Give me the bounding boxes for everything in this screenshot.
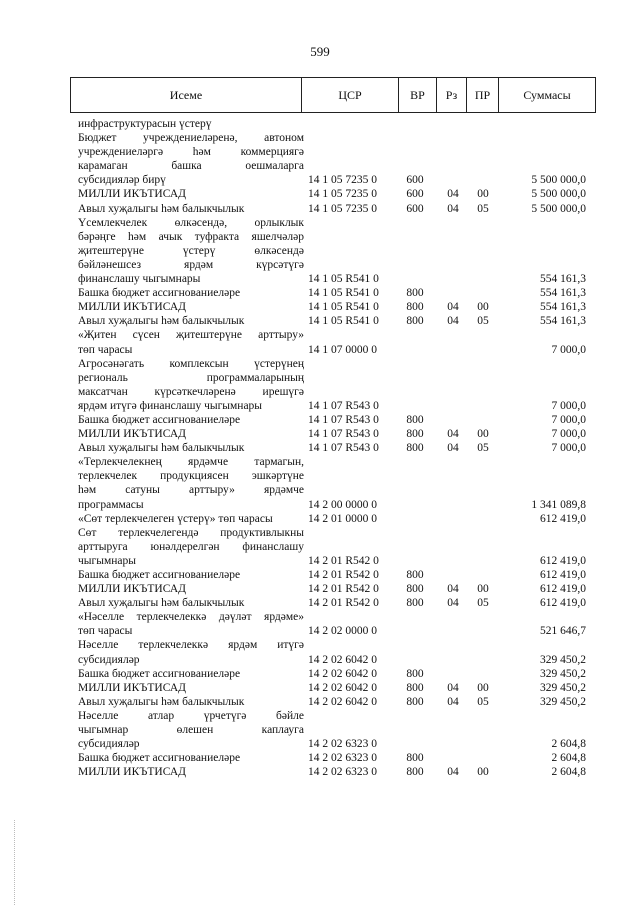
row-pr: 05: [477, 315, 489, 328]
row-sum: 7 000,0: [551, 428, 586, 441]
row-name-line: җитештерүне үстерү өлкәсендә: [78, 244, 304, 257]
row-rz: 04: [447, 442, 459, 455]
row-name-line: Башка бюджет ассигнованиеләре: [78, 667, 241, 680]
table-row: [78, 695, 598, 709]
row-csr: 14 2 02 0000 0: [308, 625, 377, 638]
table-row: [78, 328, 598, 356]
row-sum: 612 419,0: [540, 583, 586, 596]
row-name-line: карамаган башка оешмаларга: [78, 160, 304, 173]
row-csr: 14 2 01 R542 0: [308, 554, 379, 567]
row-csr: 14 2 02 6042 0: [308, 695, 377, 708]
row-name-line: субсидияләр бирү: [78, 174, 166, 187]
row-name-line: «Терлекчелекнең ярдәмче тармагын,: [78, 456, 304, 469]
row-pr: 05: [477, 695, 489, 708]
row-sum: 5 500 000,0: [531, 174, 586, 187]
row-name-line: төп чарасы: [78, 343, 133, 356]
row-vr: 600: [406, 174, 424, 187]
table-row: [78, 117, 598, 131]
margin-mark: [14, 820, 17, 905]
row-vr: 600: [406, 188, 424, 201]
row-sum: 329 450,2: [540, 681, 586, 694]
table-row: [78, 596, 598, 610]
row-vr: 800: [406, 428, 424, 441]
row-csr: 14 2 02 6042 0: [308, 681, 377, 694]
row-sum: 554 161,3: [540, 315, 586, 328]
row-vr: 800: [406, 695, 424, 708]
row-sum: 612 419,0: [540, 554, 586, 567]
row-csr: 14 1 05 R541 0: [308, 301, 379, 314]
row-rz: 04: [447, 301, 459, 314]
row-name-line: Нәселле терлекчелеккә ярдәм итүгә: [78, 639, 304, 652]
row-sum: 329 450,2: [540, 667, 586, 680]
row-name-line: Авыл хуҗалыгы һәм балыкчылык: [78, 597, 245, 610]
table-body: [78, 117, 598, 779]
row-name-line: субсидияләр: [78, 653, 140, 666]
row-name-line: Нәселле атлар үрчетүгә бәйле: [78, 709, 304, 722]
row-sum: 7 000,0: [551, 343, 586, 356]
row-csr: 14 1 05 R541 0: [308, 273, 379, 286]
row-name-line: терлекчелек продукциясен эшкәртүне: [78, 470, 304, 483]
row-sum: 612 419,0: [540, 597, 586, 610]
row-sum: 554 161,3: [540, 273, 586, 286]
row-name-line: бәрәңге һәм ачык туфракта яшелчәләр: [78, 230, 304, 243]
row-rz: 04: [447, 681, 459, 694]
row-vr: 800: [406, 413, 424, 426]
row-sum: 554 161,3: [540, 301, 586, 314]
row-sum: 2 604,8: [551, 752, 586, 765]
row-csr: 14 1 05 7235 0: [308, 188, 377, 201]
row-name-line: арттыруга юнәлдерелгән финанслашу: [78, 540, 304, 553]
row-csr: 14 2 01 R542 0: [308, 569, 379, 581]
row-csr: 14 1 07 0000 0: [308, 343, 377, 356]
row-sum: 7 000,0: [551, 399, 586, 412]
row-rz: 04: [447, 766, 459, 779]
row-rz: 04: [447, 597, 459, 610]
row-csr: 14 1 05 R541 0: [308, 287, 379, 300]
row-rz: 04: [447, 315, 459, 328]
row-name-line: Башка бюджет ассигнованиеләре: [78, 752, 241, 765]
table-row: [78, 286, 598, 300]
row-pr: 05: [477, 597, 489, 610]
row-rz: 04: [447, 695, 459, 708]
row-rz: 04: [447, 188, 459, 201]
row-name-line: чыгымнар өлешен каплауга: [78, 724, 304, 737]
row-vr: 600: [406, 202, 424, 215]
page-number: 599: [310, 44, 330, 59]
table-row: [78, 187, 598, 201]
row-rz: 04: [447, 202, 459, 215]
table-row: [78, 314, 598, 328]
table-header: [70, 77, 596, 113]
row-name-line: инфраструктурасын үстерү: [78, 118, 212, 130]
row-name-line: МИЛЛИ ИКЪТИСАД: [78, 583, 186, 596]
row-csr: 14 1 05 7235 0: [308, 202, 377, 215]
row-sum: 1 341 089,8: [531, 498, 586, 511]
row-csr: 14 1 07 R543 0: [308, 413, 379, 426]
row-name-line: МИЛЛИ ИКЪТИСАД: [78, 766, 186, 779]
row-pr: 00: [477, 681, 489, 694]
row-rz: 04: [447, 583, 459, 596]
table-row: [78, 427, 598, 441]
table-row: [78, 300, 598, 314]
row-name-line: Агросәнәгать комплексын үстерүнең: [78, 357, 304, 370]
table-row: [78, 709, 598, 751]
row-vr: 800: [406, 752, 424, 765]
row-vr: 800: [406, 583, 424, 596]
row-vr: 800: [406, 442, 424, 455]
table-row: [78, 357, 598, 413]
row-name-line: һәм сатуны арттыру» ярдәмче: [78, 484, 304, 497]
row-name-line: Авыл хуҗалыгы һәм балыкчылык: [78, 442, 245, 455]
row-name-line: МИЛЛИ ИКЪТИСАД: [78, 188, 186, 201]
row-csr: 14 2 01 R542 0: [308, 597, 379, 610]
row-csr: 14 1 05 7235 0: [308, 174, 377, 187]
table-row: [78, 610, 598, 638]
table-row: [78, 413, 598, 427]
table-row: [78, 512, 598, 526]
table-row: [78, 455, 598, 511]
table-row: [78, 765, 598, 779]
row-name-line: төп чарасы: [78, 625, 133, 638]
row-name-line: «Нәселле терлекчелеккә дәүләт ярдәме»: [78, 611, 304, 624]
row-name-line: Авыл хуҗалыгы һәм балыкчылык: [78, 315, 245, 328]
row-sum: 7 000,0: [551, 442, 586, 455]
table-row: [78, 568, 598, 582]
row-pr: 00: [477, 188, 489, 201]
row-vr: 800: [406, 301, 424, 314]
row-vr: 800: [406, 766, 424, 779]
row-sum: 329 450,2: [540, 695, 586, 708]
row-name-line: Сөт терлекчелегендә продуктивлыкны: [78, 526, 304, 539]
row-name-line: «Җитен сүсен җитештерүне арттыру»: [78, 329, 304, 342]
table-row: [78, 667, 598, 681]
column-header-name: Исеме: [169, 88, 203, 102]
row-vr: 800: [406, 287, 424, 300]
row-name-line: программасы: [78, 498, 144, 511]
row-pr: 00: [477, 428, 489, 441]
row-name-line: Башка бюджет ассигнованиеләре: [78, 569, 241, 581]
row-csr: 14 2 00 0000 0: [308, 498, 377, 511]
table-row: [78, 681, 598, 695]
row-vr: 800: [406, 681, 424, 694]
row-sum: 612 419,0: [540, 512, 586, 525]
row-sum: 5 500 000,0: [531, 202, 586, 215]
row-sum: 554 161,3: [540, 287, 586, 300]
row-csr: 14 2 01 R542 0: [308, 583, 379, 596]
row-name-line: МИЛЛИ ИКЪТИСАД: [78, 301, 186, 314]
row-name-line: максатчан күрсәткечләренә ирешүгә: [78, 385, 304, 398]
row-name-line: МИЛЛИ ИКЪТИСАД: [78, 428, 186, 441]
column-header-sum: Суммасы: [498, 78, 595, 112]
row-csr: 14 2 02 6323 0: [308, 752, 377, 765]
row-name-line: субсидияләр: [78, 738, 140, 751]
row-name-line: Бюджет учреждениеләренә, автоном: [78, 132, 304, 145]
row-sum: 612 419,0: [540, 569, 586, 581]
row-name-line: Башка бюджет ассигнованиеләре: [78, 413, 241, 426]
row-name-line: региональ программаларының: [78, 371, 304, 384]
row-name-line: Авыл хуҗалыгы һәм балыкчылык: [78, 202, 245, 215]
row-name-line: Башка бюджет ассигнованиеләре: [78, 287, 241, 300]
table-row: [78, 131, 598, 187]
row-pr: 00: [477, 583, 489, 596]
row-csr: 14 2 02 6323 0: [308, 738, 377, 751]
row-sum: 329 450,2: [540, 653, 586, 666]
row-sum: 521 646,7: [540, 625, 586, 638]
row-pr: 00: [477, 766, 489, 779]
row-name-line: бәйләнешсез ярдәм күрсәтүгә: [78, 258, 304, 271]
column-header-rz: Рз: [436, 78, 466, 112]
row-csr: 14 1 07 R543 0: [308, 399, 379, 412]
row-pr: 05: [477, 442, 489, 455]
row-csr: 14 2 02 6042 0: [308, 653, 377, 666]
row-csr: 14 1 07 R543 0: [308, 428, 379, 441]
row-name-line: финанслашу чыгымнары: [78, 273, 201, 286]
row-vr: 800: [406, 569, 424, 581]
row-vr: 800: [406, 597, 424, 610]
row-csr: 14 2 02 6323 0: [308, 766, 377, 779]
row-name-line: Авыл хуҗалыгы һәм балыкчылык: [78, 695, 245, 708]
row-vr: 800: [406, 667, 424, 680]
row-vr: 800: [406, 315, 424, 328]
row-sum: 7 000,0: [551, 413, 586, 426]
row-csr: 14 1 05 R541 0: [308, 315, 379, 328]
row-name-line: чыгымнары: [78, 554, 136, 567]
row-name-line: учреждениеләргә һәм коммерциягә: [78, 146, 304, 159]
row-csr: 14 1 07 R543 0: [308, 442, 379, 455]
row-pr: 00: [477, 301, 489, 314]
table-row: [78, 751, 598, 765]
row-pr: 05: [477, 202, 489, 215]
row-rz: 04: [447, 428, 459, 441]
table-row: [78, 526, 598, 568]
row-name-line: «Сөт терлекчелеген үстерү» төп чарасы: [78, 512, 273, 525]
row-sum: 2 604,8: [551, 766, 586, 779]
row-sum: 5 500 000,0: [531, 188, 586, 201]
table-row: [78, 202, 598, 216]
row-sum: 2 604,8: [551, 738, 586, 751]
column-header-pr: ПР: [466, 78, 498, 112]
row-name-line: Үсемлекчелек өлкәсендә, орлыклык: [78, 216, 304, 229]
table-row: [78, 638, 598, 666]
table-row: [78, 216, 598, 286]
row-csr: 14 2 02 6042 0: [308, 667, 377, 680]
column-header-vr: ВР: [398, 78, 436, 112]
table-row: [78, 582, 598, 596]
table-row: [78, 441, 598, 455]
row-csr: 14 2 01 0000 0: [308, 512, 377, 525]
row-name-line: ярдәм итүгә финанслашу чыгымнары: [78, 399, 263, 412]
column-header-csr: ЦСР: [301, 78, 398, 112]
row-name-line: МИЛЛИ ИКЪТИСАД: [78, 681, 186, 694]
